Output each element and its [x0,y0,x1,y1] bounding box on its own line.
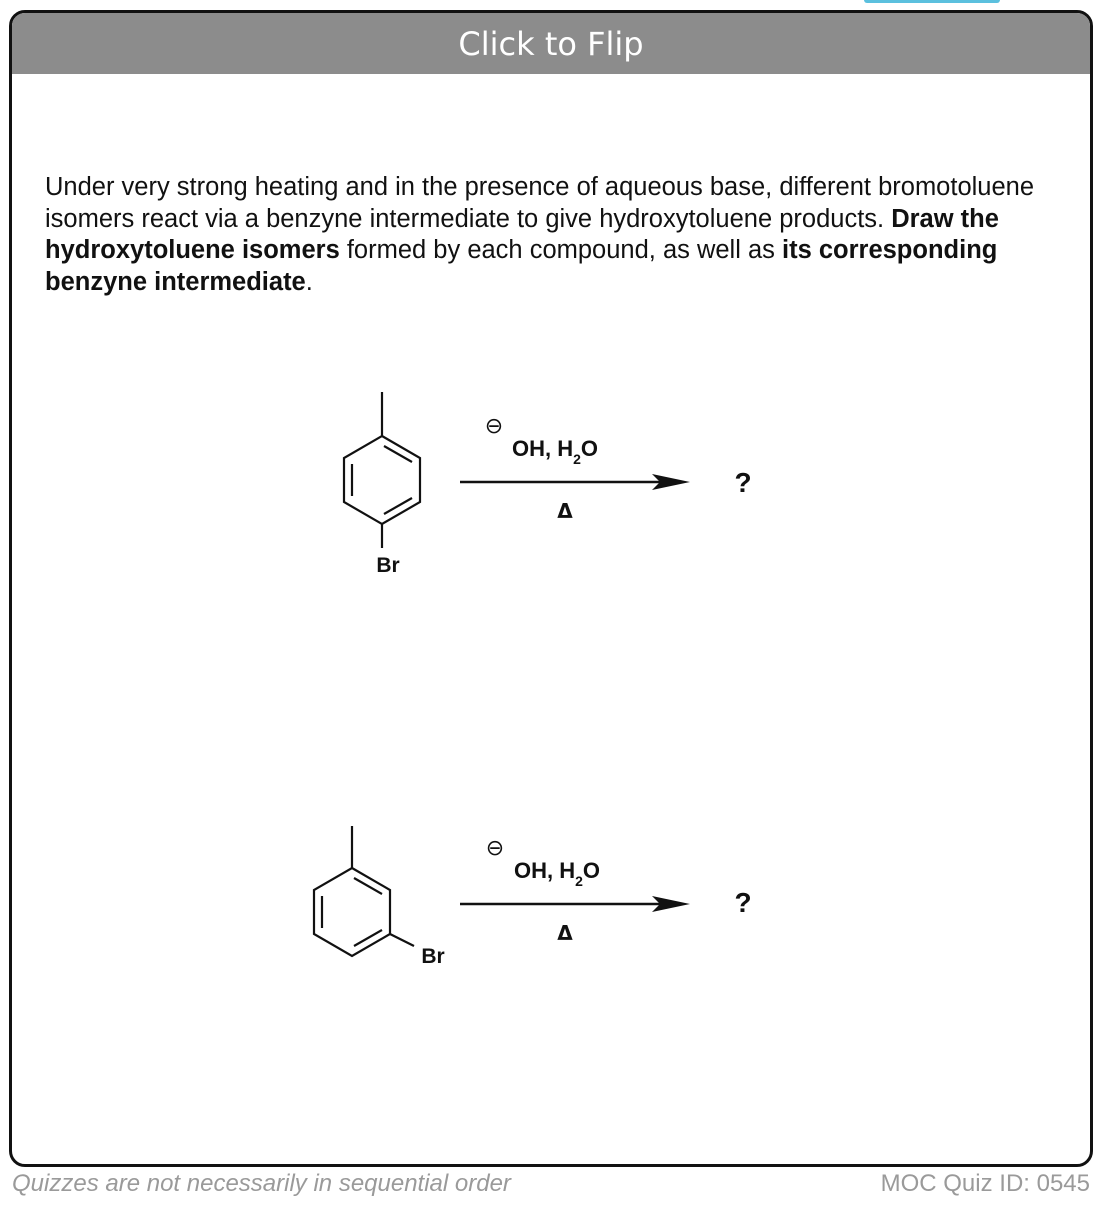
product-unknown-1: ? [734,467,752,498]
heat-symbol-2: Δ [557,921,573,945]
reagent-label-2: OH, $H_2O$ [514,858,601,889]
hydroxide-charge-1: ⊖ [484,414,504,439]
hydroxide-charge-2: ⊖ [485,836,505,861]
reaction-2 [314,826,752,968]
question-bold-instruction: Draw the hydroxytoluene isomers [45,204,999,264]
footer-quiz-id: MOC Quiz ID: 0545 [880,1170,1090,1197]
heat-symbol-1: Δ [557,499,573,523]
question-bold-benzyne: its corresponding benzyne intermediate [45,236,998,296]
question-text: Under very strong heating and in the presence of aqueous base, different bromotoluene isomers react via a benzyne intermediate to give hydroxytoluene products. Draw the hydroxytoluene isomers formed by each compound, as well as its corresponding benzyne intermediate. [45,173,1035,296]
bromo-label-1: Br [376,554,400,577]
product-unknown-2: ? [734,887,752,918]
bromo-label-2: Br [421,945,445,968]
flip-label: Click to Flip [458,24,644,63]
molecule-para-bromotoluene [344,392,420,548]
reaction-1 [344,392,752,577]
reagent-label-1: OH, $H_2O$ [512,436,599,467]
footer-sequence-note: Quizzes are not necessarily in sequential order [12,1170,511,1197]
molecule-meta-bromotoluene [314,826,414,956]
